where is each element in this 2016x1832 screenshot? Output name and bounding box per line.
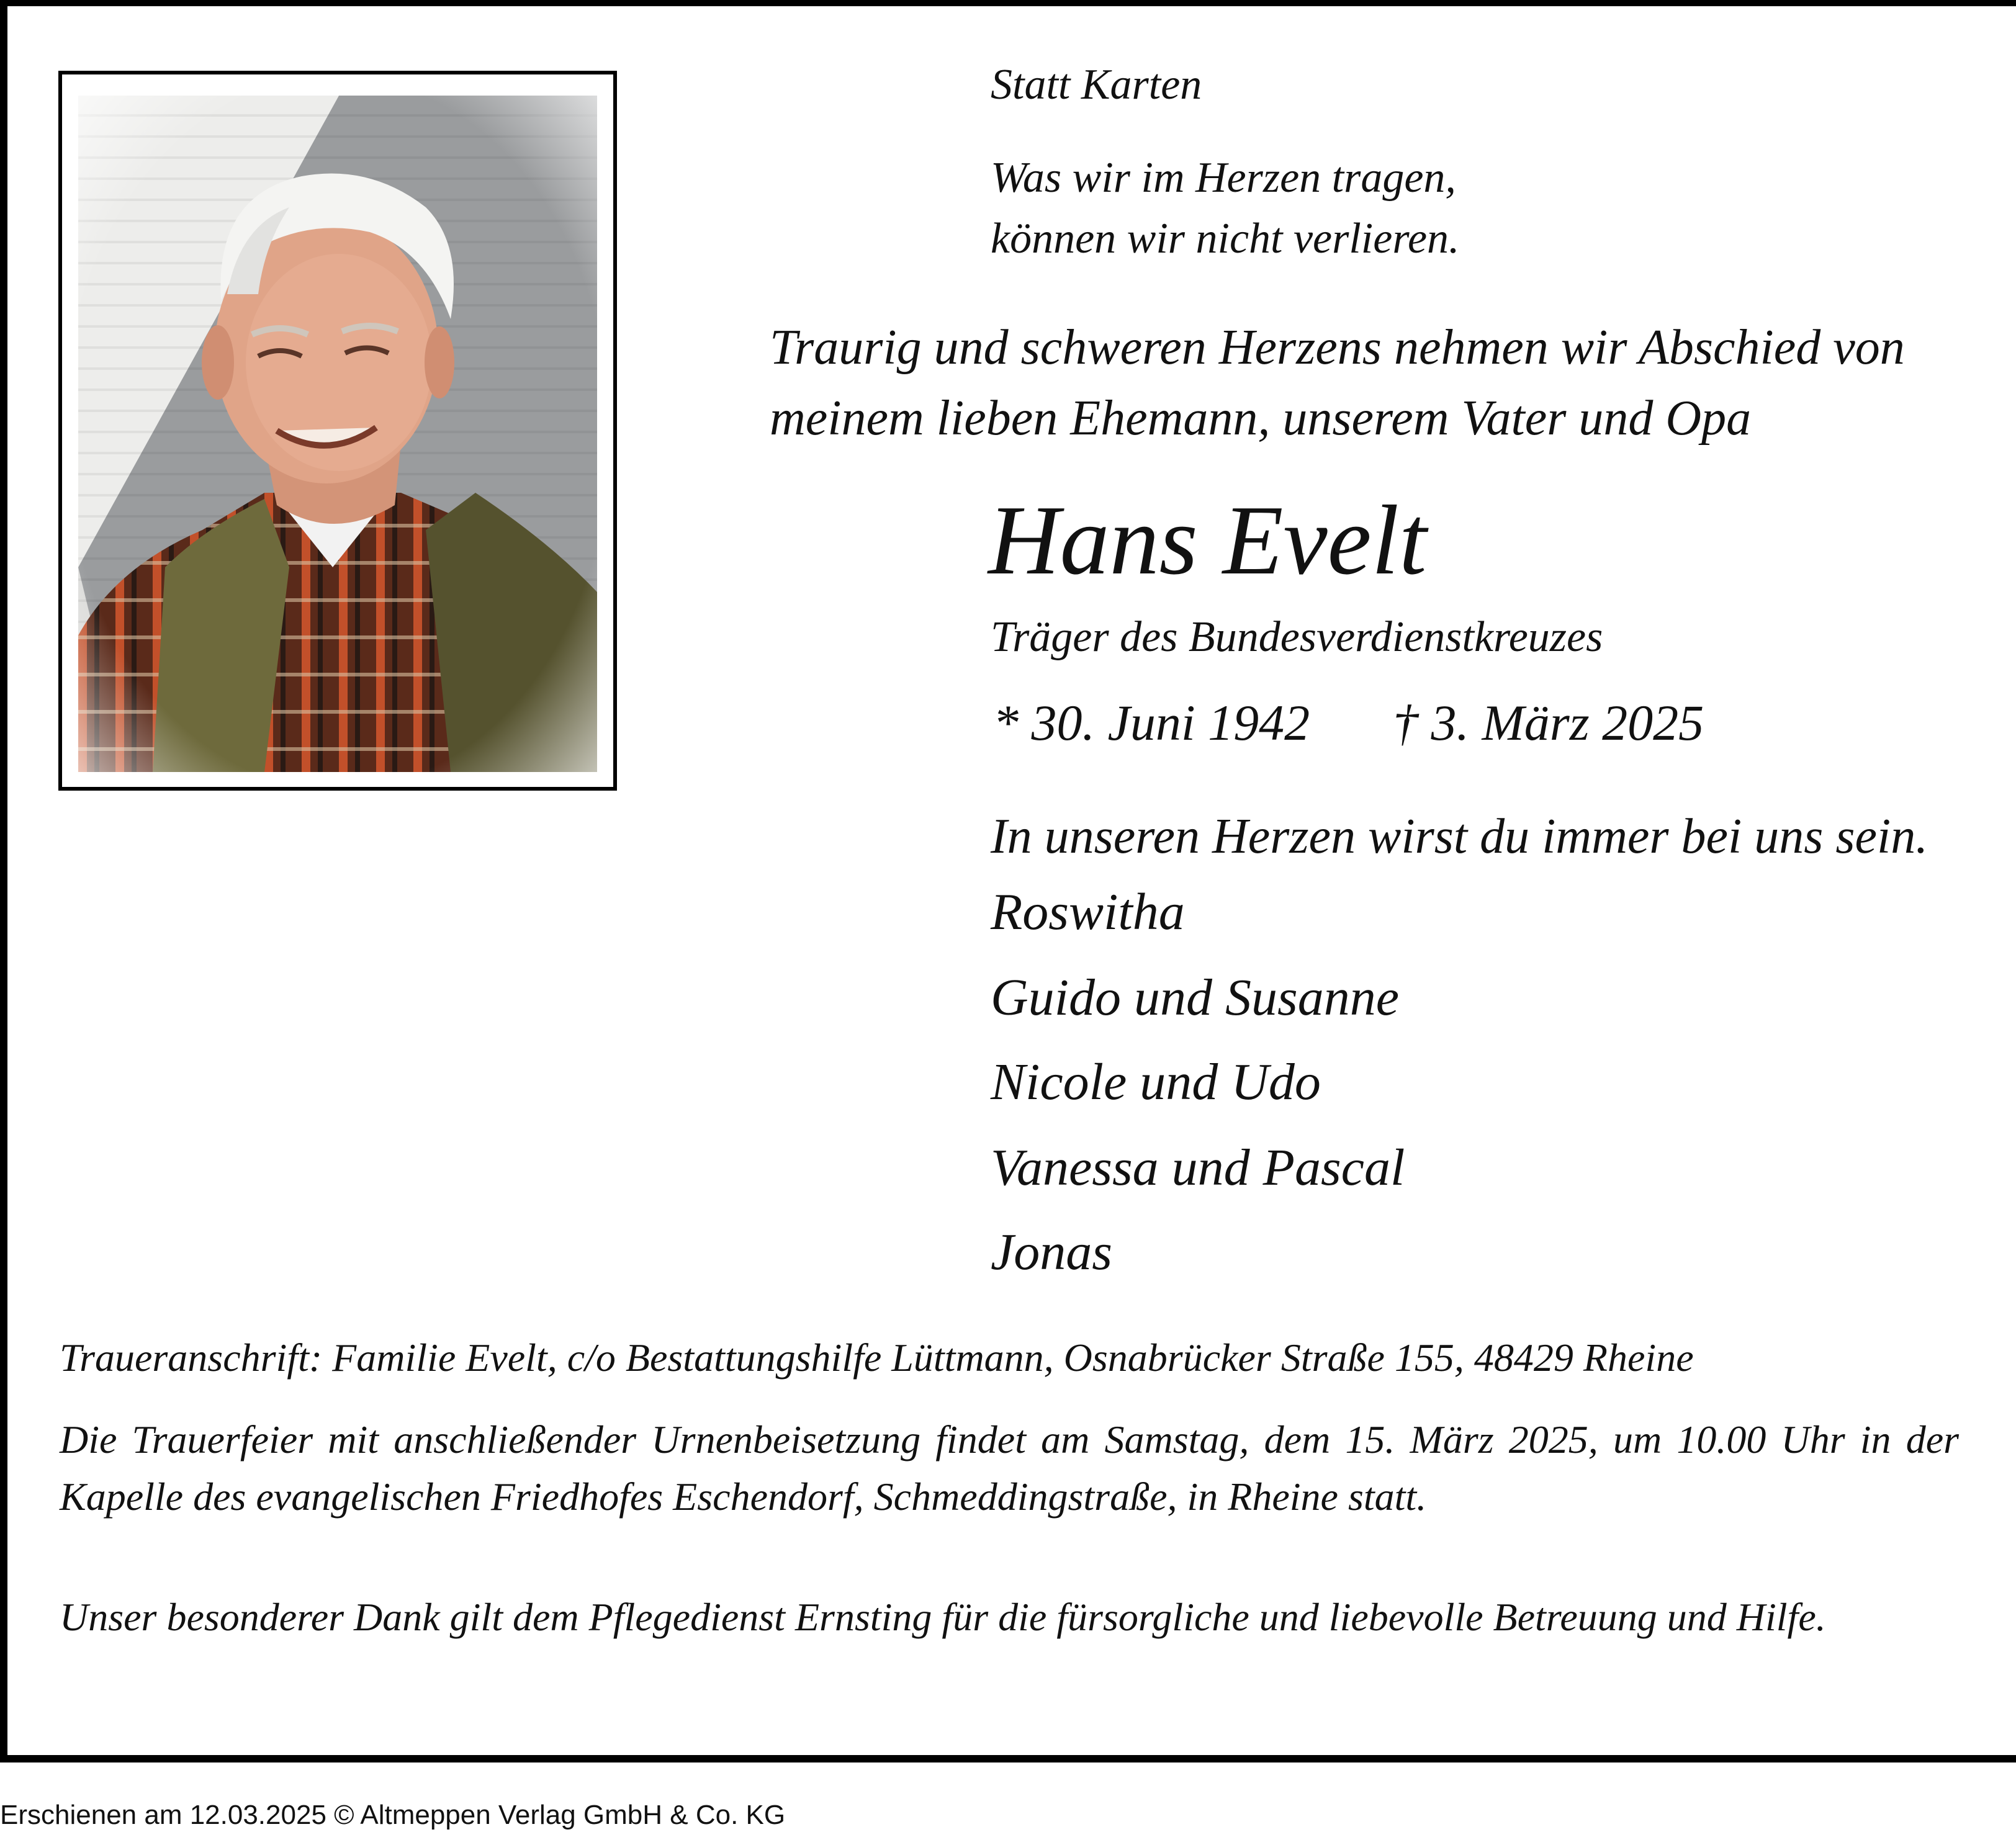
quote-line-2: können wir nicht verlieren. <box>991 215 1460 263</box>
portrait-frame <box>58 71 617 791</box>
honor: Träger des Bundesverdienstkreuzes <box>991 613 1603 661</box>
family-member: Guido und Susanne <box>991 969 1399 1026</box>
family-member: Vanessa und Pascal <box>991 1139 1405 1197</box>
quote-line-1: Was wir im Herzen tragen, <box>991 154 1456 202</box>
birth-date: * 30. Juni 1942 <box>993 694 1310 751</box>
intro-line-2: meinem lieben Ehemann, unserem Vater und Opa <box>770 391 1752 446</box>
family-member: Nicole und Udo <box>991 1053 1321 1111</box>
ceremony-info: Die Trauerfeier mit anschließender Urnenbeisetzung findet am Samstag, dem 15. März 2025, um 10.00 Uhr in der Kapelle des evangelischen Friedhofes Eschendorf, Schmeddingstraße, in Rheine statt. <box>60 1417 1959 1519</box>
publication-footer: Erschienen am 12.03.2025 © Altmeppen Verlag GmbH & Co. KG <box>0 1800 786 1830</box>
deceased-name: Hans Evelt <box>988 485 1427 595</box>
death-date: † 3. März 2025 <box>1393 694 1704 751</box>
portrait-photo <box>78 96 597 772</box>
thanks: Unser besonderer Dank gilt dem Pflegedienst Ernsting für die fürsorgliche und liebevolle Betreuung und Hilfe. <box>60 1595 1826 1639</box>
mourning-address: Traueranschrift: Familie Evelt, c/o Bestattungshilfe Lüttmann, Osnabrücker Straße 155, 48429 Rheine <box>60 1336 1694 1380</box>
family-member: Roswitha <box>991 883 1185 941</box>
intro-line-1: Traurig und schweren Herzens nehmen wir Abschied von <box>770 320 1905 375</box>
closing-line: In unseren Herzen wirst du immer bei uns sein. <box>991 809 1928 864</box>
motto: Statt Karten <box>991 61 1202 109</box>
family-member: Jonas <box>991 1223 1112 1281</box>
